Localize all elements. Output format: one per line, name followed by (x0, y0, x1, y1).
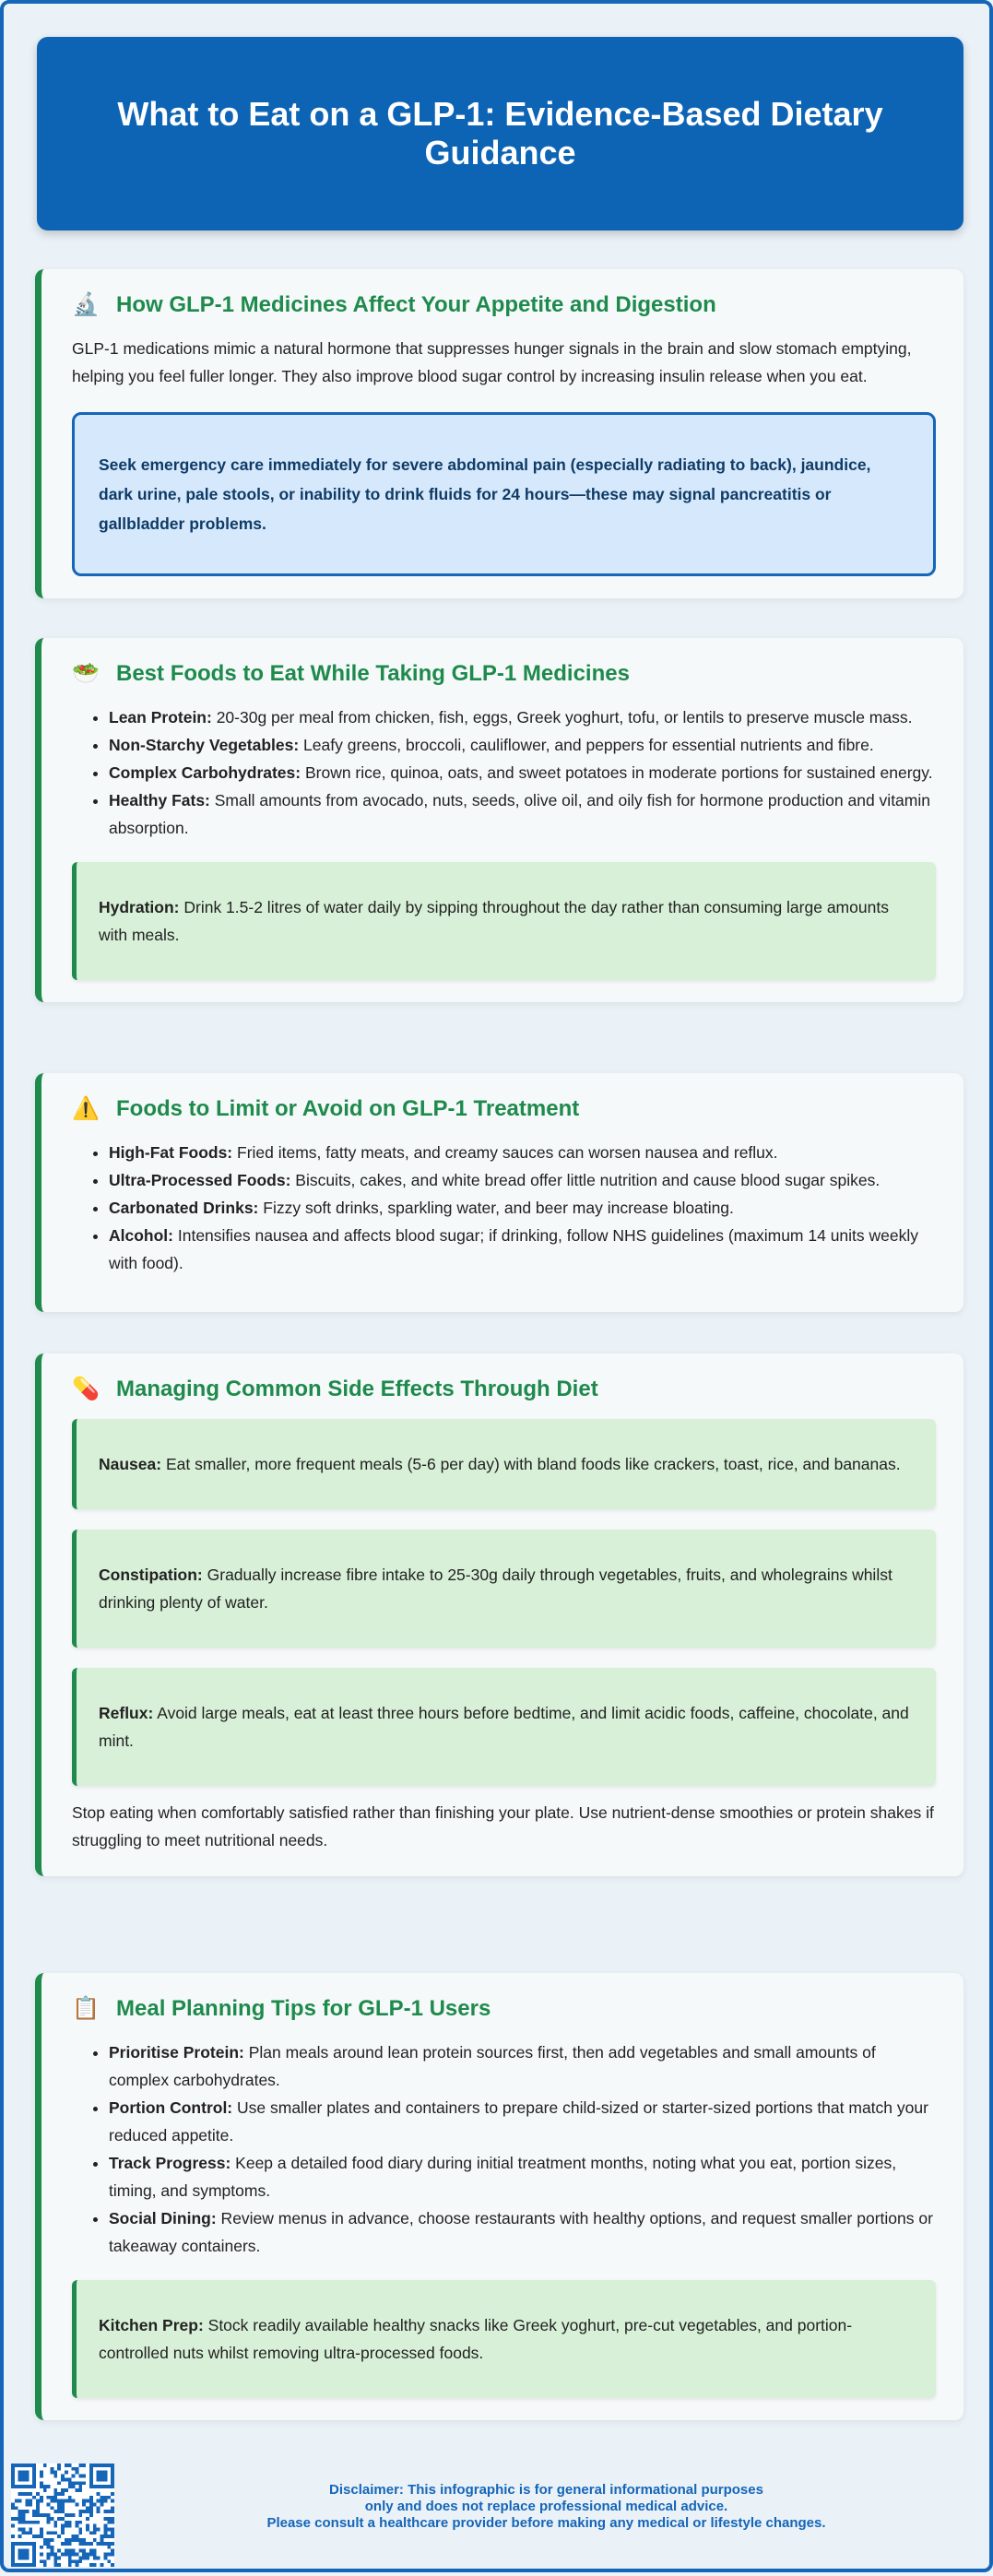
tip-label: Constipation: (99, 1566, 203, 1584)
item-text: Plan meals around lean protein sources first, then add vegetables and small amounts of complex carbohydrates. (109, 2043, 876, 2089)
section-title: Managing Common Side Effects Through Diet (116, 1376, 598, 1401)
item-text: Intensifies nausea and affects blood sugar; if drinking, follow NHS guidelines (maximum 14 units weekly with food). (109, 1226, 919, 1272)
salad-bowl-icon: 🥗 (72, 661, 100, 686)
section-header (72, 1995, 936, 2022)
clipboard-icon: 📋 (72, 1996, 100, 2021)
item-label: High-Fat Foods: (109, 1143, 233, 1162)
tip-label: Nausea: (99, 1455, 162, 1473)
emergency-alert: Seek emergency care immediately for severe abdominal pain (especially radiating to back), jaundice, dark urine, pale stools, or inability to drink fluids for 24 hours—these may signal pancreatitis or gallbladder problems. (72, 412, 936, 576)
item-label: Ultra-Processed Foods: (109, 1171, 291, 1189)
item-label: Lean Protein: (109, 708, 212, 727)
item-label: Alcohol: (109, 1226, 173, 1245)
item-label: Track Progress: (109, 2154, 231, 2172)
tip-text: Gradually increase fibre intake to 25-30g daily through vegetables, fruits, and wholegrains whilst drinking plenty of water. (99, 1566, 893, 1612)
page-title: What to Eat on a GLP-1: Evidence-Based Dietary Guidance (117, 95, 883, 171)
section-appetite (35, 269, 963, 598)
item-text: Small amounts from avocado, nuts, seeds, olive oil, and oily fish for hormone production and vitamin absorption. (109, 791, 930, 837)
tip-label: Reflux: (99, 1704, 154, 1722)
section-side-effects (35, 1353, 963, 1876)
reflux-tip (72, 1668, 936, 1786)
item-text: 20-30g per meal from chicken, fish, eggs, Greek yoghurt, tofu, or lentils to preserve muscle mass. (211, 708, 913, 727)
list-item (109, 1222, 936, 1277)
list-item (109, 786, 936, 842)
list-item (109, 2204, 936, 2260)
list-item (109, 1194, 936, 1222)
list-item (109, 731, 936, 759)
item-label: Prioritise Protein: (109, 2043, 244, 2062)
kitchen-prep-tip (72, 2280, 936, 2398)
list-item (109, 2149, 936, 2204)
tip-label: Hydration: (99, 898, 180, 916)
list-item (109, 703, 936, 731)
list-item (109, 1139, 936, 1166)
list-item (109, 759, 936, 786)
qr-code-icon (11, 2464, 114, 2567)
section-header (72, 1376, 936, 1402)
best-foods-list (72, 703, 936, 842)
item-text: Biscuits, cakes, and white bread offer little nutrition and cause blood sugar spikes. (290, 1171, 881, 1189)
disclaimer (133, 2482, 960, 2532)
section-closing: Stop eating when comfortably satisfied rather than finishing your plate. Use nutrient-dense smoothies or protein shakes if struggling to meet nutritional needs. (72, 1803, 934, 1849)
list-item (109, 2038, 936, 2094)
disclaimer-label: Disclaimer: (329, 2482, 404, 2498)
page-header (37, 37, 963, 230)
meal-planning-list (72, 2038, 936, 2260)
section-best-foods (35, 638, 963, 1002)
item-text: Brown rice, quinoa, oats, and sweet potatoes in moderate portions for sustained energy. (301, 763, 933, 782)
section-title: Meal Planning Tips for GLP-1 Users (116, 1995, 491, 2021)
disclaimer-line-2: only and does not replace professional medical advice. (364, 2499, 728, 2514)
section-header (72, 660, 936, 687)
item-label: Healthy Fats: (109, 791, 210, 809)
section-title: How GLP-1 Medicines Affect Your Appetite and Digestion (116, 291, 716, 317)
disclaimer-line-3: Please consult a healthcare provider before making any medical or lifestyle changes. (266, 2515, 826, 2531)
page-footer (4, 2447, 993, 2576)
tip-text: Drink 1.5-2 litres of water daily by sipping throughout the day rather than consuming large amounts with meals. (99, 898, 889, 944)
tip-text: Stock readily available healthy snacks like Greek yoghurt, pre-cut vegetables, and portion-controlled nuts whilst removing ultra-processed foods. (99, 2316, 853, 2362)
warning-icon: ⚠️ (72, 1096, 100, 1121)
item-text: Fizzy soft drinks, sparkling water, and beer may increase bloating. (258, 1199, 734, 1217)
item-text: Fried items, fatty meats, and creamy sauces can worsen nausea and reflux. (232, 1143, 778, 1162)
tip-label: Kitchen Prep: (99, 2316, 204, 2334)
item-label: Complex Carbohydrates: (109, 763, 301, 782)
section-intro: GLP-1 medications mimic a natural hormone that suppresses hunger signals in the brain and slow stomach emptying, helping you feel fuller longer. They also improve blood sugar control by increasing insulin release when you eat. (72, 339, 912, 385)
item-label: Non-Starchy Vegetables: (109, 736, 300, 754)
item-text: Keep a detailed food diary during initial treatment months, noting what you eat, portion sizes, timing, and symptoms. (109, 2154, 897, 2200)
tip-text: Eat smaller, more frequent meals (5-6 per day) with bland foods like crackers, toast, rice, and bananas. (161, 1455, 901, 1473)
list-item (109, 1166, 936, 1194)
item-label: Carbonated Drinks: (109, 1199, 259, 1217)
constipation-tip (72, 1530, 936, 1648)
avoid-foods-list (72, 1139, 936, 1290)
section-title: Foods to Limit or Avoid on GLP-1 Treatment (116, 1095, 580, 1121)
section-avoid (35, 1073, 963, 1312)
tip-text: Avoid large meals, eat at least three hours before bedtime, and limit acidic foods, caffeine, chocolate, and mint. (99, 1704, 909, 1750)
microscope-icon: 🔬 (72, 292, 100, 317)
list-item (109, 2094, 936, 2149)
section-meal-planning (35, 1973, 963, 2420)
item-text: Use smaller plates and containers to prepare child-sized or starter-sized portions that match your reduced appetite. (109, 2098, 928, 2145)
item-label: Portion Control: (109, 2098, 233, 2117)
pill-icon: 💊 (72, 1377, 100, 1401)
item-text: Review menus in advance, choose restaurants with healthy options, and request smaller portions or takeaway containers. (109, 2209, 933, 2255)
section-title: Best Foods to Eat While Taking GLP-1 Medicines (116, 660, 630, 686)
nausea-tip (72, 1419, 936, 1509)
section-header (72, 1095, 936, 1122)
disclaimer-line-1: This infographic is for general informational purposes (403, 2482, 763, 2498)
item-text: Leafy greens, broccoli, cauliflower, and peppers for essential nutrients and fibre. (299, 736, 874, 754)
section-header (72, 291, 936, 318)
item-label: Social Dining: (109, 2209, 217, 2227)
hydration-tip (72, 862, 936, 980)
